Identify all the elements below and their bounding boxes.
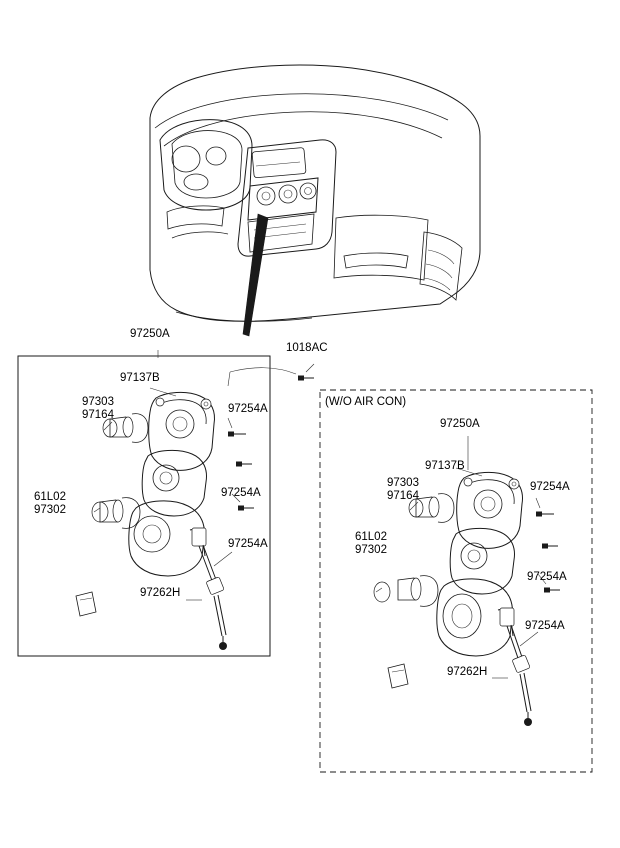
label-97262h-right: 97262H xyxy=(447,666,488,678)
label-97254a-right-3: 97254A xyxy=(525,620,565,632)
label-97303-97164-left: 97303 97164 xyxy=(82,396,114,421)
label-61l02-97302-left: 61L02 97302 xyxy=(34,491,66,516)
label-main-assembly: 97250A xyxy=(130,328,170,340)
left-assembly-drawing xyxy=(76,392,254,650)
dashboard-illustration xyxy=(150,65,480,336)
label-97250a-right: 97250A xyxy=(440,418,480,430)
label-97137b-left: 97137B xyxy=(120,372,160,384)
label-97262h-left: 97262H xyxy=(140,587,181,599)
label-without-air-con: (W/O AIR CON) xyxy=(325,396,407,408)
left-leader-lines xyxy=(94,350,240,600)
label-97303-97164-right: 97303 97164 xyxy=(387,477,419,502)
bolt-1018ac xyxy=(228,364,314,386)
label-97254a-left-3: 97254A xyxy=(228,538,268,550)
label-97137b-right: 97137B xyxy=(425,460,465,472)
label-bolt-1018ac: 1018AC xyxy=(286,342,328,354)
label-97254a-left-2: 97254A xyxy=(221,487,261,499)
right-assembly-drawing xyxy=(374,472,560,726)
label-61l02-97302-right: 61L02 97302 xyxy=(355,531,387,556)
label-97254a-right-1: 97254A xyxy=(530,481,570,493)
label-97254a-right-2: 97254A xyxy=(527,571,567,583)
label-97254a-left-1: 97254A xyxy=(228,403,268,415)
